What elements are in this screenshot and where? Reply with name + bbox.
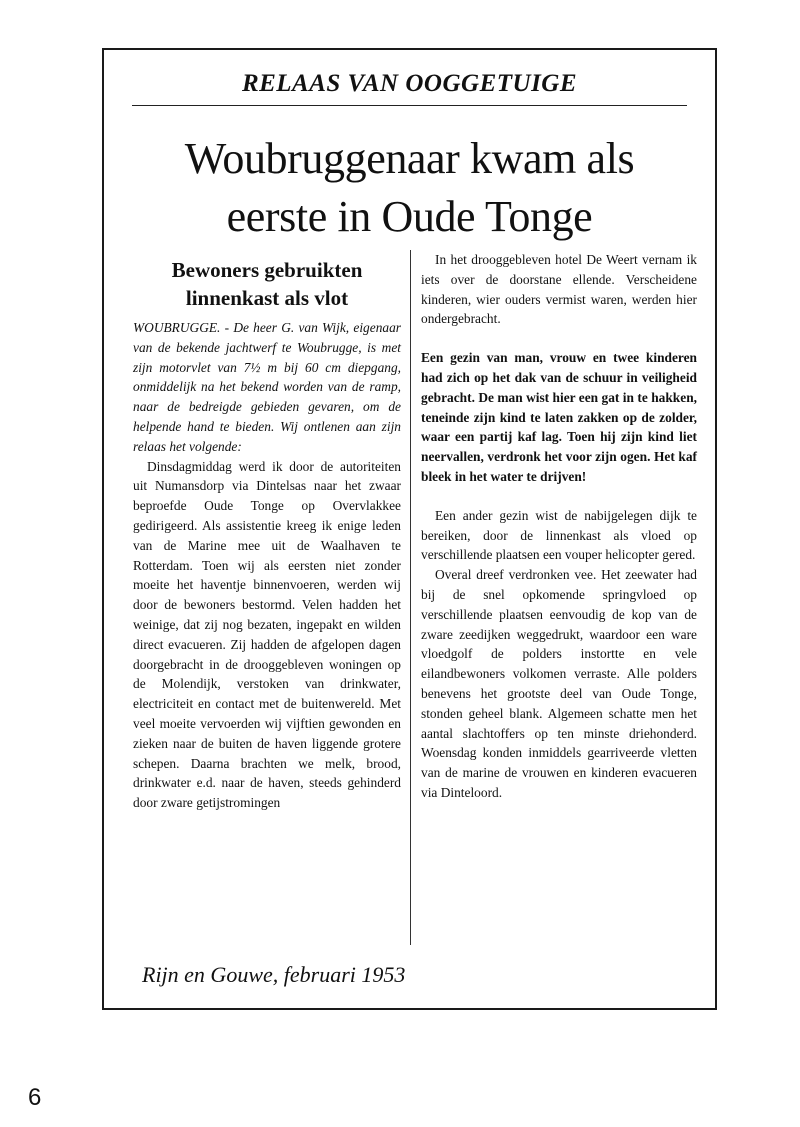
- page-number: 6: [28, 1084, 42, 1111]
- subheadline-line: Bewoners gebruikten: [171, 258, 363, 282]
- headline-line: eerste in Oude Tonge: [226, 192, 593, 241]
- newspaper-clipping: [102, 48, 717, 1010]
- highlight-paragraph: Een gezin van man, vrouw en twee kinderen had zich op het dak van de schuur in veiligheid gebracht. De man wist hier een gat in te hakken, teneinde zijn kind te laten zakken op de zolder, waar een partij kaf lag. Toen hij zijn kind liet neervallen, verdronk het voor zijn ogen. Het kaf bleek in het water te drijven!: [421, 350, 697, 484]
- subheadline: [133, 256, 401, 312]
- body-paragraph: Overal dreef verdronken vee. Het zeewater had bij de snel opkomende springvloed op verschillende plaatsen eenvoudig de kop van de zware zeedijken weggedrukt, waardoor een ware vloedgolf de polders instortte en vele eilandbewoners volkomen verraste. Alle polders benevens het grootste deel van Oude Tonge, stonden geheel blank. Algemeen schatte men het aantal slachtoffers op ten minste driehonderd. Woensdag konden inmiddels gearriveerde vletten van de marine de vrouwen en kinderen evacueren via Dinteloord.: [421, 567, 697, 800]
- left-column: [133, 250, 401, 813]
- source-credit: Rijn en Gouwe, februari 1953: [142, 962, 406, 987]
- kicker: RELAAS VAN OOGGETUIGE: [241, 70, 578, 97]
- headline-line: Woubruggenaar kwam als: [184, 134, 635, 183]
- headline: [104, 130, 715, 246]
- body-paragraph: Dinsdagmiddag werd ik door de autoriteiten uit Numansdorp via Dintelsas naar het zwaar beproefde Oude Tonge op Overvlakkee gedirigeerd. Als assistentie kreeg ik enige leden van de Marine mee uit de Waalhaven te Rotterdam. Toen wij als eersten niet zonder moeite het haventje binnenvoeren, werden wij door de bewoners bestormd. Velen hadden het weinige, dat zij nog bezaten, ingepakt en wilden direct evacueren. Zij hadden de afgelopen dagen doorgebracht in de drooggebleven woningen op de Molendijk, verstoken van drinkwater, electriciteit en contact met de buitenwereld. Met veel moeite vervoerden wij vijftien gewonden en zieken naar de buiten de haven liggende grotere schepen. Daarna brachten we melk, brood, drinkwater e.d. naar de haven, steeds gehinderd door zware getijstromingen: [133, 458, 401, 811]
- column-divider: [410, 250, 411, 945]
- kicker-divider: [132, 105, 687, 106]
- intro-paragraph: WOUBRUGGE. - De heer G. van Wijk, eigenaar van de bekende jachtwerf te Woubrugge, is met zijn motorvlet van 7½ m bij 60 cm diepgang, onmiddelijk na het bekend worden van de ramp, naar de bedreigde gebieden gevaren, om de helpende hand te bieden. Wij ontlenen aan zijn relaas het volgende:: [133, 320, 401, 454]
- body-paragraph: In het drooggebleven hotel De Weert vernam ik iets over de doorstane ellende. Verscheidene kinderen, wier ouders vermist waren, werden hier ondergebracht.: [421, 252, 697, 327]
- body-paragraph: Een ander gezin wist de nabijgelegen dijk te bereiken, door de linnenkast als vloed op verschillende plaatsen een vouper helicopter gered.: [421, 507, 697, 563]
- subheadline-line: linnenkast als vlot: [185, 286, 349, 310]
- right-column: [421, 250, 697, 803]
